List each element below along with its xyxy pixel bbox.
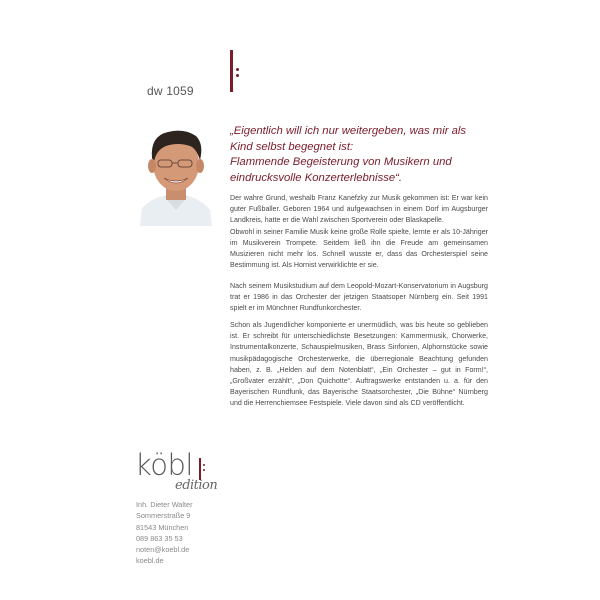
publisher-address [136, 499, 193, 567]
address-owner: Inh. Dieter Walter [136, 500, 193, 509]
address-phone: 089 863 35 53 [136, 533, 183, 543]
catalog-number: dw 1059 [147, 84, 194, 98]
quote-line: eindrucksvolle Konzerterlebnisse“. [230, 171, 403, 184]
publisher-logo [135, 448, 225, 498]
pull-quote [230, 124, 480, 186]
portrait-image [138, 122, 214, 226]
paragraph: Nach seinem Musikstudium auf dem Leopold-Mozart-Konservatorium in Augsburg trat er 1986 in das Orchester der jetzigen Staatsoper Nürnberg ein. Seit 1991 spielt er im Münchner Rundfunkorchester. [230, 282, 488, 313]
logo-accent-dot [203, 469, 205, 471]
address-email[interactable]: noten@koebl.de [136, 545, 190, 555]
accent-dot [236, 74, 239, 77]
logo-wordmark: köbl [135, 448, 193, 482]
address-street: Sommerstraße 9 [136, 511, 191, 521]
accent-bar [230, 50, 233, 92]
biography-block-1 [230, 193, 488, 271]
paragraph: Der wahre Grund, weshalb Franz Kanefzky zur Musik gekommen ist: Er war kein guter Fußballer. Geboren 1964 und aufgewachsen in einem Dorf im Augsburger Landkreis, hatte er die Wahl zwischen Sportverein oder Blaskapelle. [230, 194, 488, 225]
logo-subtitle: edition [175, 478, 218, 493]
paragraph: Obwohl in seiner Familie Musik keine große Rolle spielte, lernte er als 10-Jähriger im Musikverein Trompete. Seitdem ließ ihn die Freude am gemeinsamen Musizieren nicht mehr los. Schnell wusste er, dass das Orchesterspiel seine Bestimmung ist. Als Hornist verwirklichte er sie. [230, 227, 488, 270]
composer-portrait [138, 122, 214, 226]
quote-line: Flammende Begeisterung von Musikern und [230, 156, 452, 168]
quote-line: „Eigentlich will ich nur weitergeben, was mir als [230, 125, 467, 137]
paragraph: Schon als Jugendlicher komponierte er unermüdlich, was bis heute so geblieben ist. Er schreibt für unterschiedlichste Besetzungen: Kammermusik, Chorwerke, Instrumentalkonzerte, Schauspielmusiken, Brass Sinfonien, Alphornstücke sowie musikpädagogische Orchesterwerke, die überregionale Beachtung gefunden haben, z. B. „Helden auf dem Notenblatt“, „Ein Orchester – gut in Form!“, „Großvater erzählt“, „Don Quichotte“. Auftragswerke entstanden u. a. für den Bayerischen Rundfunk, das Bayerische Staatsorchester, „Die Bühne“ Nürnberg und die Herrenchiemsee Festspiele. Viele davon sind als CD veröffentlicht. [230, 321, 488, 408]
quote-line: Kind selbst begegnet ist: [230, 140, 354, 153]
logo-accent-bar [199, 458, 201, 480]
logo-accent-dot [203, 464, 205, 466]
biography-block-3 [230, 320, 488, 410]
accent-dot [236, 68, 239, 71]
address-city: 81543 München [136, 522, 189, 532]
address-website[interactable]: koebl.de [136, 556, 164, 566]
biography-block-2 [230, 281, 488, 315]
